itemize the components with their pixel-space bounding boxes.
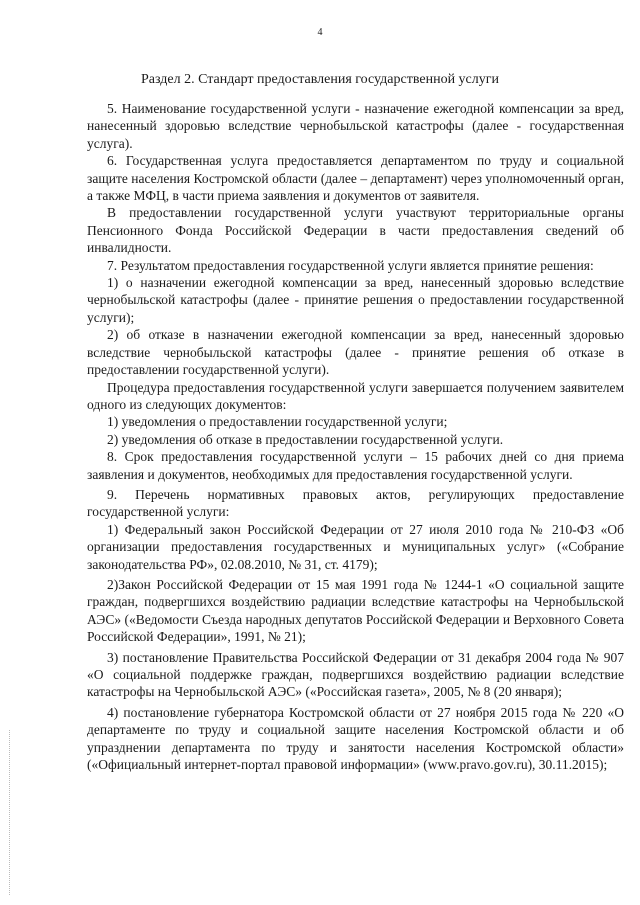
page-number: 4 (317, 27, 323, 38)
paragraph-document-2: 2) уведомления об отказе в предоставлении государственной услуги. (107, 431, 504, 447)
paragraph-7-item-2: 2) об отказе в назначении ежегодной компенсации за вред, нанесенный здоровью вследствие чернобыльской катастрофы (далее - принятие решения об отказе в предоставлении государственной услуги). (87, 327, 624, 378)
paragraph-7-item-1: 1) о назначении ежегодной компенсации за вред, нанесенный здоровью вследствие чернобыльской катастрофы (далее - принятие решения о предоставлении государственной услуги); (87, 275, 624, 325)
paragraph-7-result: 7. Результатом предоставления государственной услуги является принятие решения: (107, 257, 594, 273)
legal-act-4: 4) постановление губернатора Костромской области от 27 ноября 2015 года № 220 «О департаменте по труду и социальной защите населения Костромской области и об упразднении департамента по труду и занятости населения Костромской области» («Официальный интернет-портал правовой информации» (www.pravo.gov.ru), 30.11.2015); (87, 704, 624, 773)
paragraph-9-legal-acts: 9. Перечень нормативных правовых актов, регулирующих предоставление государственной услуги: (87, 486, 624, 520)
legal-act-2: 2)Закон Российской Федерации от 15 мая 1991 года № 1244-1 «О социальной защите граждан, подвергшихся воздействию радиации вследствие катастрофы на Чернобыльской АЭС» («Ведомости Съезда народных депутатов Российской Федерации и Верховного Совета Российской Федерации», 1991, № 21); (87, 576, 624, 645)
legal-act-3: 3) постановление Правительства Российской Федерации от 31 декабря 2004 года № 907 «О социальной поддержке граждан, подвергшихся воздействию радиации вследствие катастрофы на Чернобыльской АЭС» («Российская газета», 2005, № 8 (20 января); (87, 649, 624, 700)
scan-margin-artifact (9, 730, 10, 895)
document-body (87, 100, 624, 773)
legal-act-1: 1) Федеральный закон Российской Федерации от 27 июля 2010 года № 210-ФЗ «Об организации предоставления государственных и муниципальных услуг» («Собрание законодательства РФ», 02.08.2010, № 31, ст. 4179); (87, 521, 624, 572)
paragraph-participants: В предоставлении государственной услуги участвуют территориальные органы Пенсионного Фонда Российской Федерации в части предоставления сведений об инвалидности. (87, 205, 624, 256)
section-title: Раздел 2. Стандарт предоставления государственной услуги (141, 72, 499, 87)
paragraph-6-provider: 6. Государственная услуга предоставляется департаментом по труду и социальной защите населения Костромской области (далее – департамент) через уполномоченный орган, а также МФЦ, в части приема заявления и документов от заявителя. (87, 153, 624, 204)
paragraph-procedure: Процедура предоставления государственной услуги завершается получением заявителем одного из следующих документов: (87, 379, 624, 412)
paragraph-8-term: 8. Срок предоставления государственной услуги – 15 рабочих дней со дня приема заявления и документов, необходимых для предоставления государственной услуги. (87, 449, 624, 482)
paragraph-document-1: 1) уведомления о предоставлении государственной услуги; (107, 414, 448, 430)
paragraph-5-service-name: 5. Наименование государственной услуги - назначение ежегодной компенсации за вред, нанесенный здоровью вследствие чернобыльской катастрофы (далее - государственная услуга). (87, 101, 624, 151)
